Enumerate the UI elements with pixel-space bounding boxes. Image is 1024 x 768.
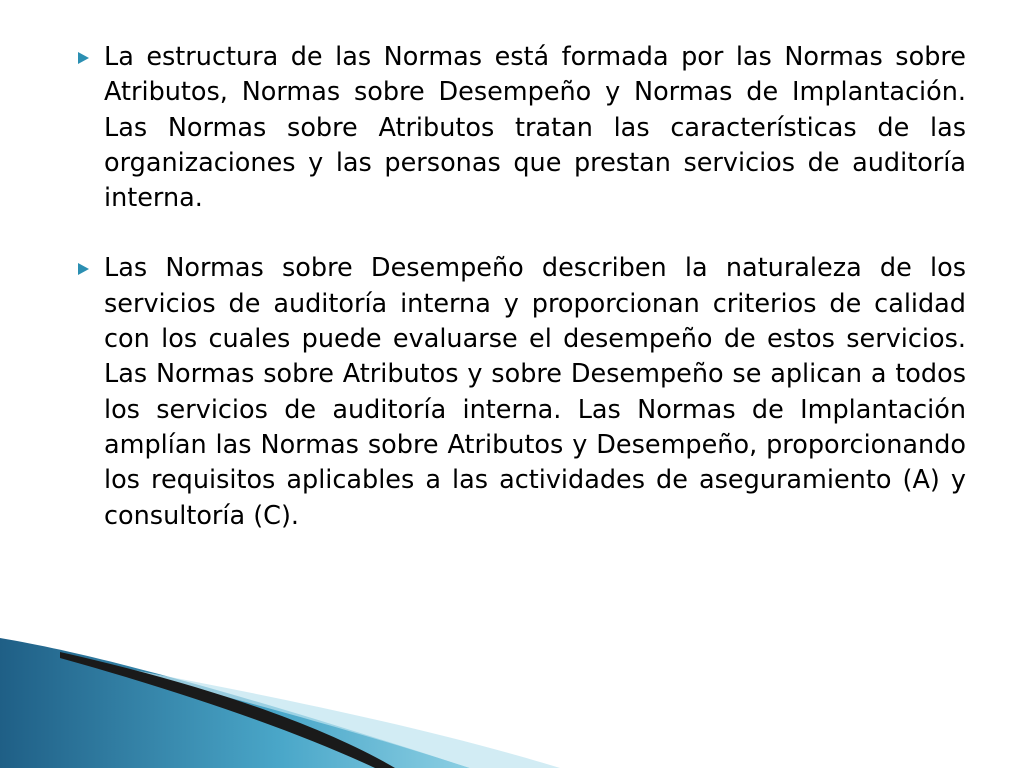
- bullet-item: [74, 40, 966, 216]
- bullet-text: La estructura de las Normas está formada por las Normas sobre Atributos, Normas sobre Desempeño y Normas de Implantación. Las Normas sobre Atributos tratan las características de las organizaciones y las personas que prestan servicios de auditoría interna.: [104, 42, 966, 214]
- decorative-corner-wave: [0, 638, 1024, 768]
- triangle-right-icon: [78, 52, 89, 64]
- bullet-item: [74, 251, 966, 533]
- triangle-right-icon: [78, 263, 89, 275]
- bullet-text: Las Normas sobre Desempeño describen la naturaleza de los servicios de auditoría interna y proporcionan criterios de calidad con los cuales puede evaluarse el desempeño de estos servicios. Las Normas sobre Atributos y sobre Desempeño se aplican a todos los servicios de auditoría interna. Las Normas de Implantación amplían las Normas sobre Atributos y Desempeño, proporcionando los requisitos aplicables a las actividades de aseguramiento (A) y consultoría (C).: [104, 253, 966, 531]
- bullet-list: [74, 40, 966, 534]
